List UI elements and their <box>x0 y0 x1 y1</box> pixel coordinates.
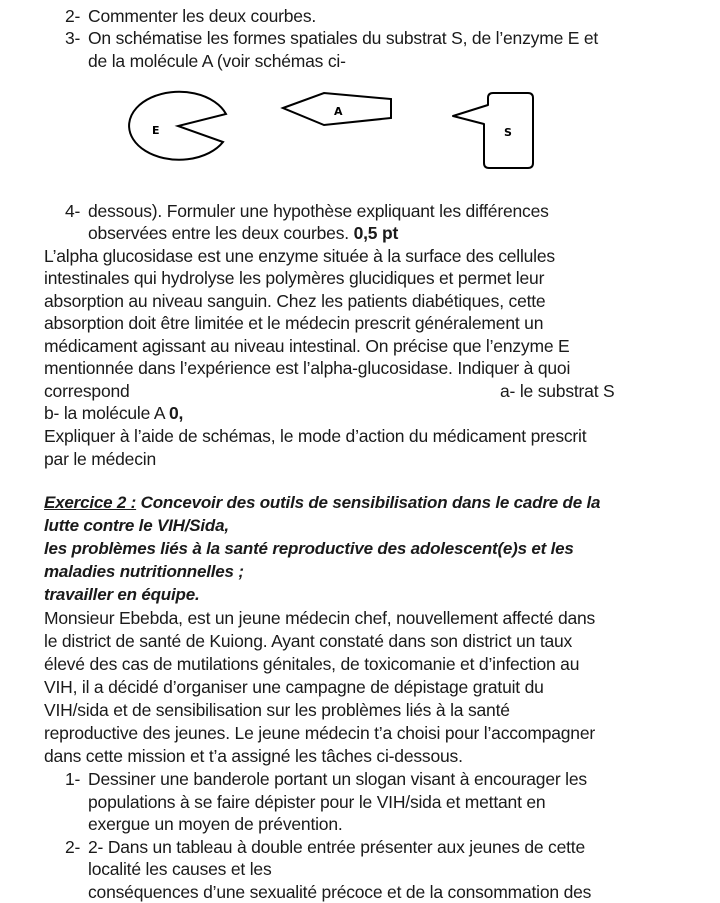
paragraph-line: correspond <box>44 381 130 401</box>
paragraph-line: absorption doit être limitée et le médecin prescrit généralement un <box>44 313 544 333</box>
paragraph-line: intestinales qui hydrolyse les polymères glucidiques et permet leur <box>44 268 545 288</box>
paragraph-line: reproductive des jeunes. Le jeune médecin t’a choisi pour l’accompagner <box>44 723 595 743</box>
points-badge: 0,5 pt <box>353 223 399 243</box>
item-text: On schématise les formes spatiales du substrat S, de l’enzyme E et <box>88 28 599 48</box>
item-text: Commenter les deux courbes. <box>88 6 317 26</box>
item-4-continued <box>88 222 398 244</box>
task-1 <box>65 768 587 790</box>
explain-line: par le médecin <box>44 449 156 469</box>
item-text: dessous). Formuler une hypothèse expliquant les différences <box>88 201 549 221</box>
points-badge: 0, <box>169 403 184 423</box>
item-number: 2- <box>65 6 81 26</box>
enzyme-label: E <box>152 124 160 137</box>
item-text: observées entre les deux courbes. <box>88 223 349 243</box>
task-line: exergue un moyen de prévention. <box>88 814 343 834</box>
paragraph-line: le district de santé de Kuiong. Ayant constaté dans son district un taux <box>44 631 573 651</box>
sub-question-a: a- le substrat S <box>500 381 615 401</box>
task-line: localité les causes et les <box>88 859 272 879</box>
item-number: 4- <box>65 201 81 221</box>
sub-question-text: b- la molécule A <box>44 403 165 423</box>
paragraph-line: L’alpha glucosidase est une enzyme située à la surface des cellules <box>44 246 555 266</box>
paragraph-line: mentionnée dans l’expérience est l’alpha-glucosidase. Indiquer à quoi <box>44 358 571 378</box>
exercise-title-line: maladies nutritionnelles ; <box>44 562 244 581</box>
task-text: Dessiner une banderole portant un slogan visant à encourager les <box>88 769 587 789</box>
task-text: 2- Dans un tableau à double entrée présenter aux jeunes de cette <box>88 837 585 857</box>
item-number: 3- <box>65 28 81 48</box>
exercise-2-title <box>44 492 600 514</box>
schema-figure <box>0 0 720 200</box>
enzyme-e-shape <box>129 92 226 160</box>
paragraph-line: absorption au niveau sanguin. Chez les patients diabétiques, cette <box>44 291 546 311</box>
exercise-label: Exercice 2 : <box>44 493 137 512</box>
task-2 <box>65 836 585 858</box>
paragraph-line: médicament agissant au niveau intestinal. On précise que l’enzyme E <box>44 336 570 356</box>
exercise-title-text: Concevoir des outils de sensibilisation dans le cadre de la <box>136 493 601 512</box>
task-number: 1- <box>65 769 81 789</box>
task-line: conséquences d’une sexualité précoce et de la consommation des <box>88 882 592 902</box>
item-4 <box>65 200 549 222</box>
substrate-s-shape <box>453 93 533 168</box>
task-number: 2- <box>65 837 81 857</box>
exercise-title-line: lutte contre le VIH/Sida, <box>44 516 229 535</box>
molecule-label: A <box>334 105 343 118</box>
paragraph-line: VIH, il a décidé d’organiser une campagne de dépistage gratuit du <box>44 677 544 697</box>
task-line: populations à se faire dépister pour le VIH/sida et mettant en <box>88 792 546 812</box>
explain-line: Expliquer à l’aide de schémas, le mode d’action du médicament prescrit <box>44 426 587 446</box>
paragraph-line: dans cette mission et t’a assigné les tâches ci-dessous. <box>44 746 463 766</box>
exercise-title-line: les problèmes liés à la santé reproductive des adolescent(e)s et les <box>44 539 574 558</box>
exercise-title-line: travailler en équipe. <box>44 585 200 604</box>
paragraph-line: VIH/sida et de sensibilisation sur les problèmes liés à la santé <box>44 700 510 720</box>
item-3-continued: de la molécule A (voir schémas ci- <box>88 51 346 71</box>
substrate-label: S <box>504 126 512 139</box>
paragraph-line: élevé des cas de mutilations génitales, de toxicomanie et d’infection au <box>44 654 580 674</box>
paragraph-line: Monsieur Ebebda, est un jeune médecin chef, nouvellement affecté dans <box>44 608 596 628</box>
sub-question-b <box>44 402 183 424</box>
molecule-a-shape <box>283 93 391 125</box>
